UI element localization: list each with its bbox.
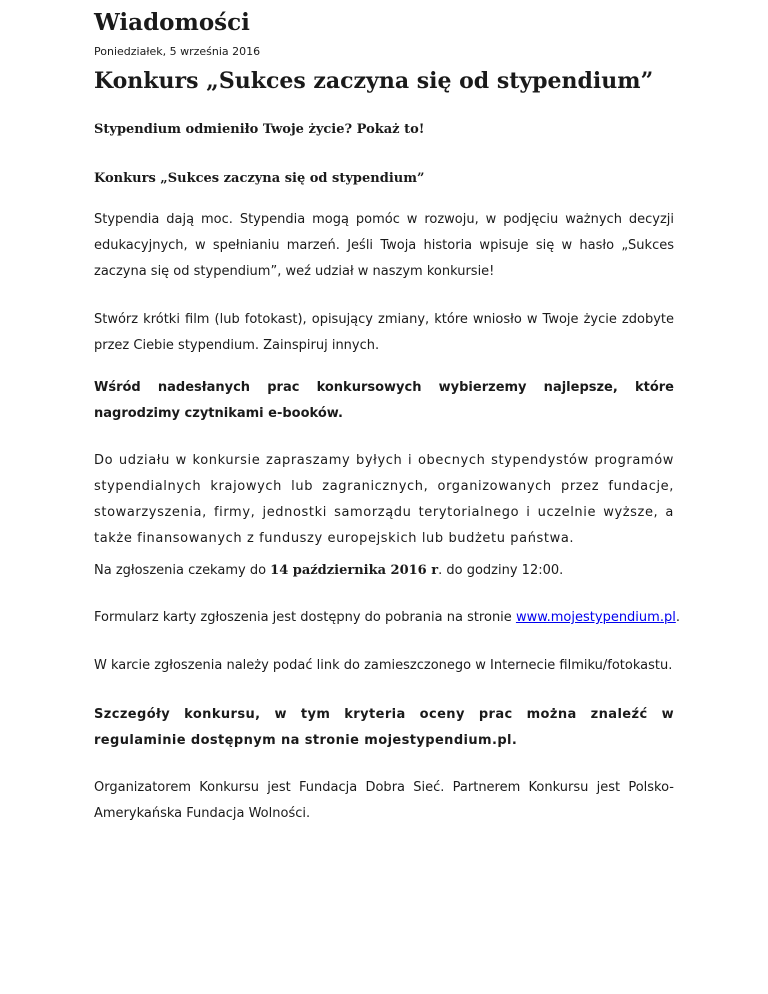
- article-headline: Konkurs „Sukces zaczyna się od stypendium”: [94, 68, 654, 94]
- form-suffix: .: [675, 610, 680, 625]
- form-prefix: Formularz karty zgłoszenia jest dostępny do pobrania na stronie: [94, 610, 516, 625]
- deadline-paragraph: [94, 558, 674, 584]
- details-paragraph: Szczegóły konkursu, w tym kryteria oceny prac można znaleźć w regulaminie dostępnym na stronie mojestypendium.pl.: [94, 707, 674, 748]
- task-paragraph: Stwórz krótki film (lub fotokast), opisujący zmiany, które wniosło w Twoje życie zdobyte przez Ciebie stypendium. Zainspiruj innych.: [94, 312, 674, 353]
- deadline-prefix: Na zgłoszenia czekamy do: [94, 563, 271, 578]
- intro-paragraph: Stypendia dają moc. Stypendia mogą pomóc w rozwoju, w podjęciu ważnych decyzji edukacyjnych, w spełnianiu marzeń. Jeśli Twoja historia wpisuje się w hasło „Sukces zaczyna się od stypendium”, weź udział w naszym konkursie!: [94, 212, 674, 279]
- link-note-paragraph: W karcie zgłoszenia należy podać link do zamieszczonego w Internecie filmiku/fotokastu.: [94, 658, 673, 673]
- deadline-suffix: . do godziny 12:00.: [438, 563, 564, 578]
- article-subtitle: Stypendium odmieniło Twoje życie? Pokaż to!: [94, 122, 425, 137]
- prize-paragraph: Wśród nadesłanych prac konkursowych wybierzemy najlepsze, które nagrodzimy czytnikami e-booków.: [94, 380, 674, 421]
- contest-name: Konkurs „Sukces zaczyna się od stypendium”: [94, 171, 425, 186]
- deadline-date: 14 października 2016 r: [270, 563, 439, 578]
- mojestypendium-link[interactable]: www.mojestypendium.pl: [515, 610, 676, 625]
- section-title: Wiadomości: [94, 9, 250, 36]
- publication-date: Poniedziałek, 5 września 2016: [94, 45, 261, 58]
- form-paragraph: [94, 605, 680, 631]
- organizer-paragraph: Organizatorem Konkursu jest Fundacja Dobra Sieć. Partnerem Konkursu jest Polsko-Amerykańska Fundacja Wolności.: [94, 780, 674, 821]
- eligibility-paragraph: Do udziału w konkursie zapraszamy byłych i obecnych stypendystów programów stypendialnych krajowych lub zagranicznych, organizowanych przez fundacje, stowarzyszenia, firmy, jednostki samorządu terytorialnego i uczelnie wyższe, a także finansowanych z funduszy europejskich lub budżetu państwa.: [94, 453, 674, 546]
